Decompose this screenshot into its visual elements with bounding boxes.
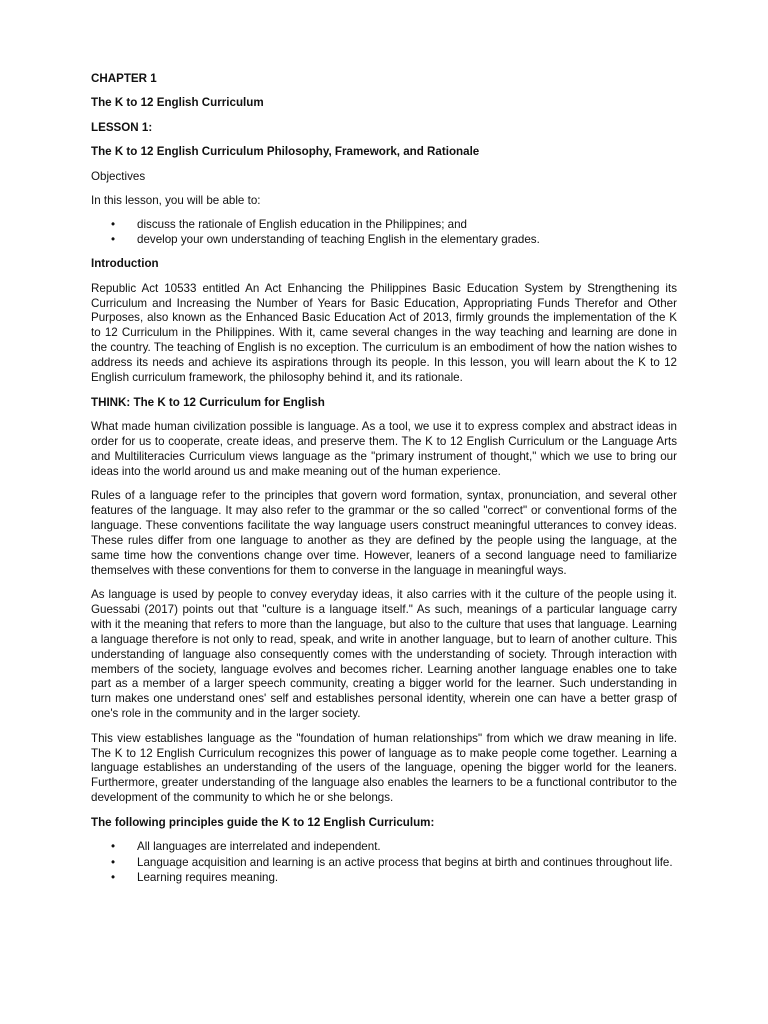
list-item [91,840,677,855]
lesson-label: LESSON 1: [91,120,153,134]
body-paragraph: This view establishes language as the "foundation of human relationships" from which we draw meaning in life. The K to 12 English Curriculum recognizes this power of language as to make people come together. Learning a language establishes an understanding of the users of the language, opening the bigger world for the leaners. Furthermore, greater understanding of the language also enables the learners to be a functional contributor to the development of the community to which he or she belongs. [91,731,677,805]
objectives-intro: In this lesson, you will be able to: [91,194,261,208]
body-paragraph: Rules of a language refer to the principles that govern word formation, syntax, pronunciation, and several other features of the language. It may also refer to the grammar or the so called "correct" or conventional forms of the language. These conventions facilitate the way language users construct meaningful utterances to convey ideas. These rules differ from one language to another as they are defined by the people using the language, at the same time how the conventions change over time. However, leaners of a second language need to familiarize themselves with these conventions for them to converse in the language in meaningful ways. [91,489,677,577]
list-item [91,871,677,886]
bullet-icon: • [111,218,116,232]
list-item [91,856,677,871]
principle-text: Language acquisition and learning is an active process that begins at birth and continues throughout life. [137,855,673,869]
objectives-heading: Objectives [91,169,146,183]
principle-text: All languages are interrelated and independent. [137,840,381,854]
objectives-list [91,218,677,248]
curriculum-title: The K to 12 English Curriculum [91,96,264,110]
bullet-icon: • [111,855,116,869]
introduction-paragraph: Republic Act 10533 entitled An Act Enhancing the Philippines Basic Education System by Strengthening its Curriculum and Increasing the Number of Years for Basic Education, Appropriating Funds Therefor and Other Purposes, also known as the Enhanced Basic Education Act of 2013, firmly grounds the implementation of the K to 12 Curriculum in the Philippines. With it, came several changes in the way teaching and learning are done in the country. The teaching of English is no exception. The curriculum is an embodiment of how the nation wishes to address its needs and achieve its aspirations through its people. In this lesson, you will learn about the K to 12 English curriculum framework, the philosophy behind it, and its rationale. [91,281,677,385]
principle-text: Learning requires meaning. [137,871,279,885]
objective-text: develop your own understanding of teaching English in the elementary grades. [137,233,540,247]
chapter-label: CHAPTER 1 [91,72,157,85]
bullet-icon: • [111,233,116,247]
principles-list [91,840,677,886]
principles-heading: The following principles guide the K to 12 English Curriculum: [91,815,435,829]
think-heading: THINK: The K to 12 Curriculum for English [91,395,325,409]
introduction-heading: Introduction [91,257,159,271]
body-paragraph: As language is used by people to convey everyday ideas, it also carries with it the culture of the people using it. Guessabi (2017) points out that "culture is a language itself." As such, meanings of a particular language carry with it the meaning that refers to more than the language, but also to the culture that uses that language. Learning a language therefore is not only to read, speak, and write in another language, but to learn of another culture. This understanding of language also consequently comes with the understanding of society. Through interaction with members of the society, language evolves and becomes richer. Learning another language enables one to take part as a member of a larger speech community, creating a bigger world for the learner. Such understanding in turn makes one understand ones' self and establishes personal identity, wherein one can have a better grasp of one's role in the community and in the larger society. [91,587,677,721]
lesson-title: The K to 12 English Curriculum Philosophy, Framework, and Rationale [91,145,480,159]
body-paragraph: What made human civilization possible is language. As a tool, we use it to express complex and abstract ideas in order for us to cooperate, create ideas, and preserve them. The K to 12 English Curriculum or the Language Arts and Multiliteracies Curriculum views language as the "primary instrument of thought," which we use to bring our ideas into the world around us and make meaning out of the human experience. [91,419,677,478]
objective-text: discuss the rationale of English education in the Philippines; and [137,218,467,232]
bullet-icon: • [111,840,116,854]
list-item [91,218,677,233]
bullet-icon: • [111,871,116,885]
list-item [91,233,677,248]
